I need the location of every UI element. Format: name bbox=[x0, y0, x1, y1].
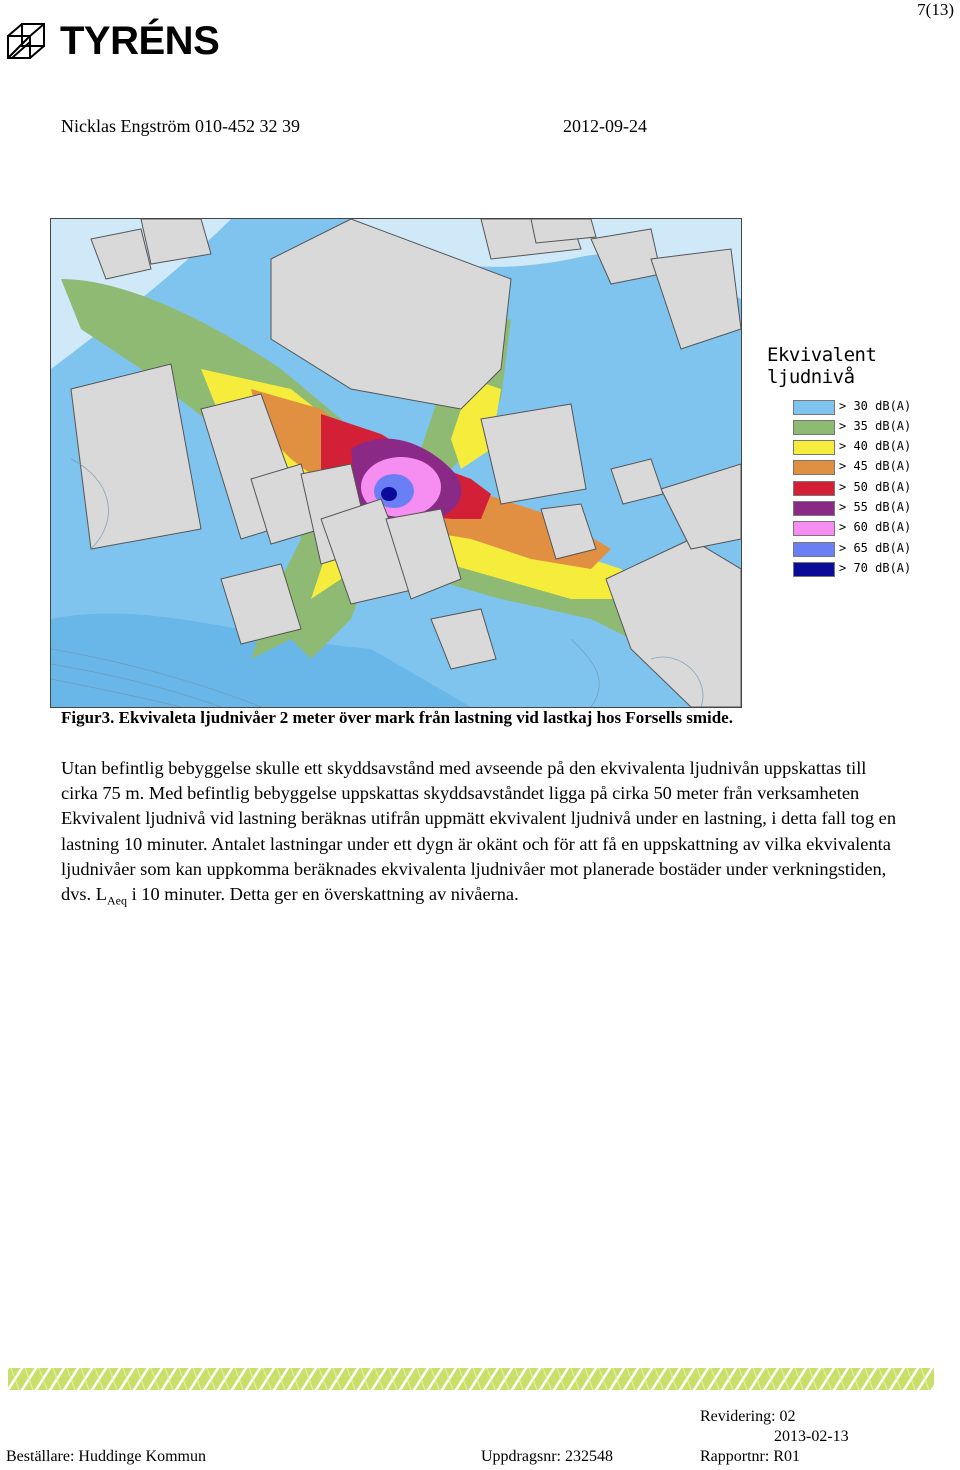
legend-swatch bbox=[793, 440, 835, 455]
legend-item bbox=[793, 440, 960, 456]
page-number: 7(13) bbox=[917, 0, 954, 19]
body-text bbox=[61, 756, 901, 938]
legend-swatch bbox=[793, 562, 835, 577]
document-date: 2012-09-24 bbox=[563, 116, 647, 136]
legend-swatch bbox=[793, 521, 835, 536]
legend-swatch bbox=[793, 501, 835, 516]
legend-swatch bbox=[793, 481, 835, 496]
legend-item bbox=[793, 420, 960, 436]
legend-item bbox=[793, 521, 960, 537]
noise-map-graphic bbox=[51, 219, 741, 707]
body-paragraph bbox=[61, 756, 901, 914]
legend-label: > 60 dB(A) bbox=[839, 520, 912, 534]
legend-label: > 45 dB(A) bbox=[839, 459, 912, 473]
legend-label: > 70 dB(A) bbox=[839, 561, 912, 575]
legend-label: > 35 dB(A) bbox=[839, 419, 912, 433]
legend-label: > 65 dB(A) bbox=[839, 541, 912, 555]
legend-item bbox=[793, 481, 960, 497]
laeq-subscript: Aeq bbox=[106, 893, 127, 908]
company-logo bbox=[6, 16, 246, 66]
legend-swatch bbox=[793, 420, 835, 435]
legend-label: > 55 dB(A) bbox=[839, 500, 912, 514]
legend-swatch bbox=[793, 542, 835, 557]
legend-item bbox=[793, 542, 960, 558]
legend-label: > 30 dB(A) bbox=[839, 399, 912, 413]
paragraph-text-end: i 10 minuter. Detta ger en överskattning av nivåerna. bbox=[126, 884, 519, 905]
logo-text: TYRÉNS bbox=[60, 19, 220, 63]
map-legend bbox=[765, 340, 955, 590]
revision-label: Revidering: 02 bbox=[700, 1408, 796, 1425]
legend-swatch bbox=[793, 400, 835, 415]
footer-pattern-graphic bbox=[8, 1368, 934, 1390]
noise-map-image bbox=[50, 218, 742, 708]
legend-label: > 50 dB(A) bbox=[839, 480, 912, 494]
legend-item bbox=[793, 400, 960, 416]
paragraph-text: Utan befintlig bebyggelse skulle ett skyddsavstånd med avseende på den ekvivalenta ljudnivån uppskattas till cirka 75 m. Med befintlig bebyggelse uppskattas skyddsavståndet ligga på cirka 50 meter från verksamheten Ekvivalent ljudnivå vid lastning beräknas utifrån uppmätt ekvivalent ljudnivå under en lastning, i detta fall tog en lastning 10 minuter. Antalet lastningar under ett dygn är okänt och för att få en uppskattning av vilka ekvivalenta ljudnivåer som kan uppkomma beräknades ekvivalenta ljudnivåer mot planerade bostäder under verkningstiden, dvs. L bbox=[61, 758, 897, 905]
legend-item bbox=[793, 562, 960, 578]
figure-caption: Figur3. Ekvivaleta ljudnivåer 2 meter över mark från lastning vid lastkaj hos Forsells smide. bbox=[61, 708, 733, 727]
legend-item bbox=[793, 501, 960, 517]
legend-title: Ekvivalent ljudnivå bbox=[767, 344, 877, 388]
revision-date: 2013-02-13 bbox=[774, 1428, 849, 1445]
legend-item bbox=[793, 460, 960, 476]
legend-swatch bbox=[793, 460, 835, 475]
client-label: Beställare: Huddinge Kommun bbox=[6, 1448, 206, 1465]
logo-mark-icon bbox=[6, 22, 52, 62]
report-number: Rapportnr: R01 bbox=[700, 1448, 800, 1465]
assignment-number: Uppdragsnr: 232548 bbox=[481, 1448, 613, 1465]
legend-label: > 40 dB(A) bbox=[839, 439, 912, 453]
footer-pattern bbox=[8, 1368, 934, 1390]
author-line: Nicklas Engström 010-452 32 39 bbox=[61, 116, 300, 136]
